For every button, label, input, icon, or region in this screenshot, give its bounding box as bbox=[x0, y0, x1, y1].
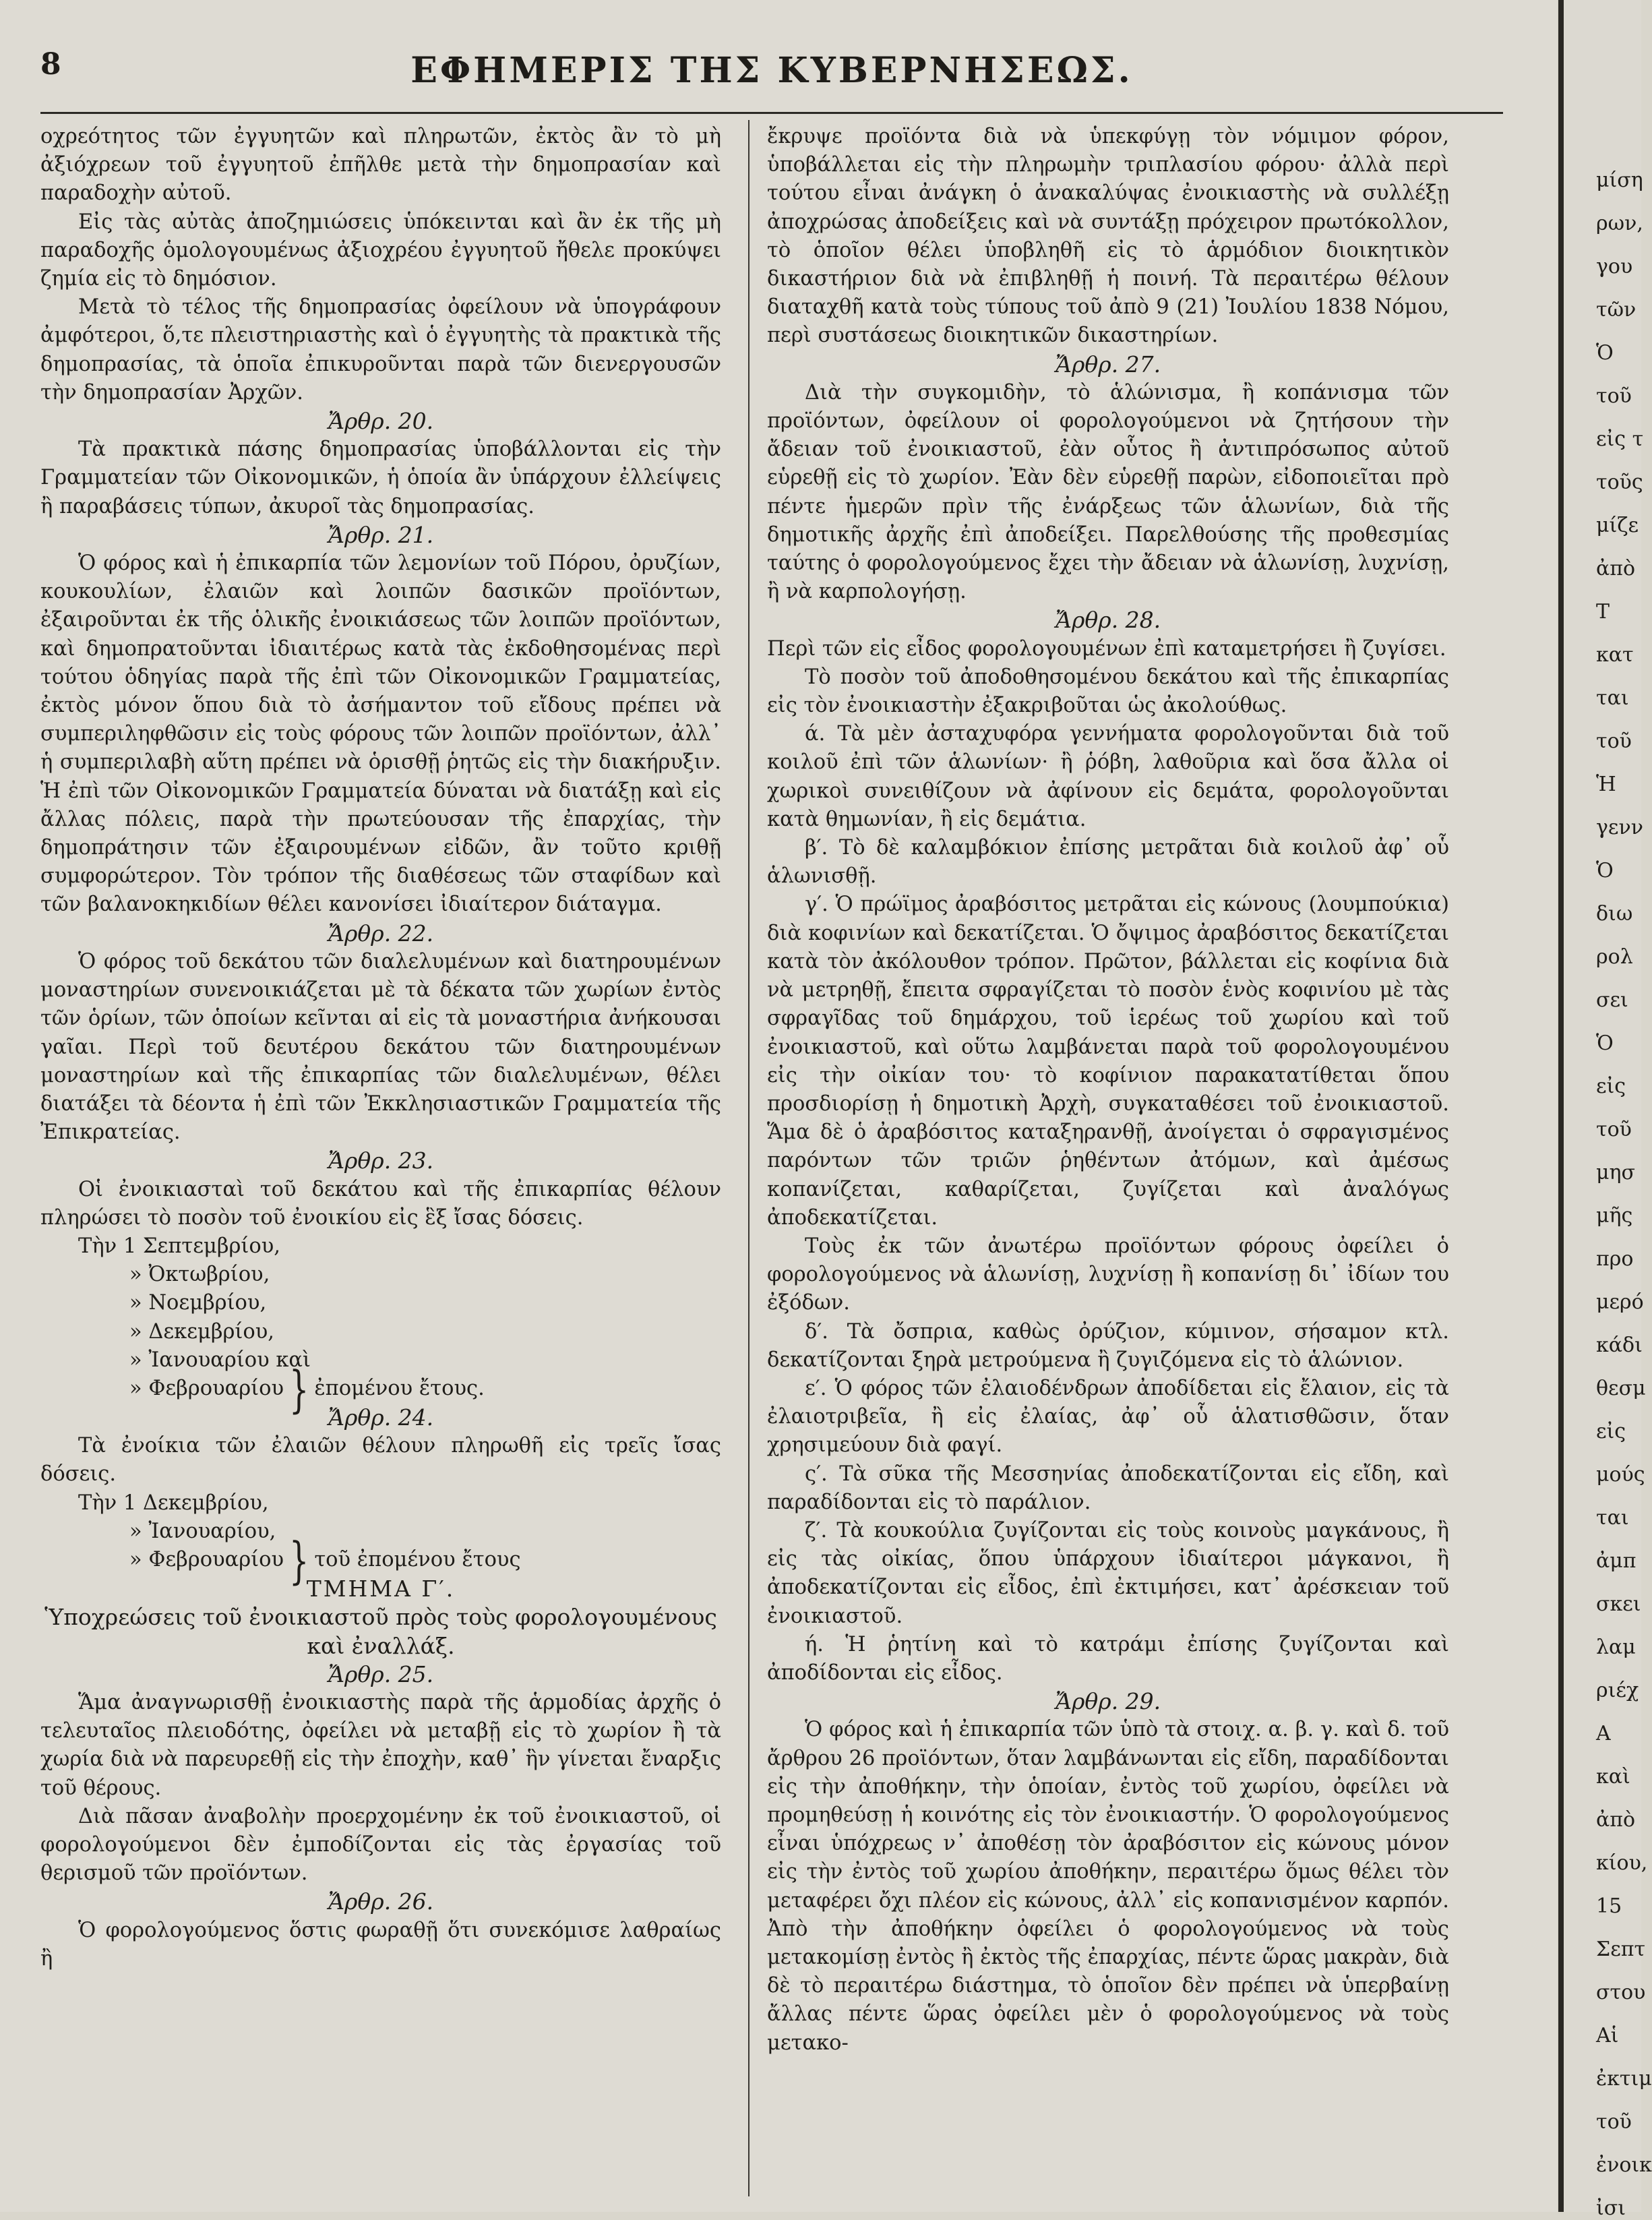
list-item-label: » Φεβρουαρίου bbox=[129, 1548, 284, 1572]
article-heading: Ἄρθρ. 22. bbox=[328, 920, 434, 947]
adjacent-page-fragment: Σεπτ bbox=[1596, 1938, 1646, 1961]
adjacent-page-fragment: σει bbox=[1596, 988, 1628, 1012]
list-item-suffix: τοῦ ἐπομένου ἔτους bbox=[314, 1548, 521, 1572]
adjacent-page-fragment: κίου, bbox=[1596, 1851, 1648, 1875]
paragraph: Ὁ φόρος τοῦ δεκάτου τῶν διαλελυμένων καὶ διατηρουμένων μοναστηρίων συνενοικιάζεται μὲ τὰ δέκατα τῶν χωρίων ἐντὸς τῶν ὁρίων, τῶν ὁποίων κεῖνται αἱ εἰς τὰ μοναστήρια ἀνήκουσαι γαῖαι. Περὶ τοῦ δευτέρου δεκάτου τῶν διατηρουμένων μοναστηρίων καὶ τῆς ἐπικαρπίας τῶν διαλελυμένων, θέλει διατάξει τὰ δέοντα ἡ ἐπὶ τῶν Ἐκκλησιαστικῶν Γραμματεία τῆς Ἐπικρατείας. bbox=[40, 949, 721, 1145]
brace: } bbox=[289, 1531, 309, 1590]
column-rule bbox=[748, 120, 749, 2196]
article-heading: Ἄρθρ. 28. bbox=[1055, 607, 1161, 634]
article-heading: Ἄρθρ. 29. bbox=[1055, 1688, 1161, 1715]
adjacent-page-fragment: εἰς τ bbox=[1596, 427, 1644, 451]
adjacent-page-fragment: Ὁ bbox=[1596, 341, 1614, 365]
paragraph: β′. Τὸ δὲ καλαμβόκιον ἐπίσης μετρᾶται διὰ κοιλοῦ ἀφ᾽ οὗ ἁλωνισθῇ. bbox=[767, 836, 1449, 889]
paragraph: Οἱ ἐνοικιασταὶ τοῦ δεκάτου καὶ τῆς ἐπικαρπίας θέλουν πληρώσει τὸ ποσὸν τοῦ ἐνοικίου εἰς ἓξ ἴσας δόσεις. bbox=[40, 1177, 721, 1230]
section-subtitle: Ὑποχρεώσεις τοῦ ἐνοικιαστοῦ πρὸς τοὺς φορολογουμένους καὶ ἐναλλάξ. bbox=[44, 1604, 717, 1659]
adjacent-page-fragment: ται bbox=[1596, 686, 1629, 710]
article-heading: Ἄρθρ. 20. bbox=[328, 408, 434, 435]
adjacent-page-fragment: γου bbox=[1596, 255, 1633, 278]
paragraph: ζ′. Τὰ κουκούλια ζυγίζονται εἰς τοὺς κοινοὺς μαγκάνους, ἢ εἰς τὰς οἰκίας, ὅπου ὑπάρχουν ἰδιαίτεροι μάγκανοι, ἢ ἀποδεκατίζονται εἰς εἶδος, ἐπὶ ἐκτιμήσει, κατ᾽ ἀρέσκειαν τοῦ ἐνοικιαστοῦ. bbox=[767, 1518, 1449, 1628]
adjacent-page-fragment: τοῦς bbox=[1596, 471, 1643, 494]
adjacent-page-fragment: εἰς bbox=[1596, 1420, 1626, 1443]
adjacent-page-fragment: τοῦ bbox=[1596, 1118, 1632, 1141]
adjacent-page-fragment: τοῦ bbox=[1596, 384, 1632, 408]
page-header bbox=[40, 40, 1503, 94]
adjacent-page-fragment: ρων, bbox=[1596, 212, 1643, 235]
adjacent-page-fragment: μούς bbox=[1596, 1463, 1645, 1487]
paragraph: Τὸ ποσὸν τοῦ ἀποδοθησομένου δεκάτου καὶ τῆς ἐπικαρπίας εἰς τὸν ἐνοικιαστὴν ἐξακριβοῦται ὡς ἀκολούθως. bbox=[767, 665, 1449, 718]
adjacent-page-fragment: ἀπὸ bbox=[1596, 557, 1636, 580]
list-item: Τὴν 1 Σεπτεμβρίου, bbox=[78, 1234, 280, 1258]
adjacent-page-fragment: γενν bbox=[1596, 816, 1643, 839]
list-item: » Ὀκτωβρίου, bbox=[129, 1263, 270, 1287]
list-item: Τὴν 1 Δεκεμβρίου, bbox=[78, 1491, 269, 1515]
paragraph: Ὁ φορολογούμενος ὅστις φωραθῇ ὅτι συνεκόμισε λαθραίως ἢ bbox=[40, 1918, 721, 1971]
adjacent-page-fragment: κατ bbox=[1596, 643, 1634, 667]
header-rule bbox=[40, 112, 1503, 114]
section-title: ΤΜΗΜΑ Γ′. bbox=[306, 1576, 456, 1602]
adjacent-page-fragment: μίζε bbox=[1596, 514, 1639, 537]
adjacent-page-fragment: τοῦ bbox=[1596, 729, 1632, 753]
adjacent-page-fragment: Αἱ bbox=[1596, 2024, 1619, 2047]
adjacent-page-fragment: θεσμ bbox=[1596, 1377, 1646, 1400]
adjacent-page-fragment: ἐκτιμ bbox=[1596, 2067, 1652, 2091]
adjacent-page-fragment: ἀμπ bbox=[1596, 1549, 1636, 1573]
adjacent-page-fragment: μησ bbox=[1596, 1161, 1635, 1184]
adjacent-page-fragment: στου bbox=[1596, 1981, 1646, 2004]
paragraph: Τὰ ἐνοίκια τῶν ἐλαιῶν θέλουν πληρωθῆ εἰς τρεῖς ἴσας δόσεις. bbox=[40, 1434, 721, 1487]
adjacent-page-fragment: ἐνοικ bbox=[1596, 2153, 1652, 2177]
adjacent-page-fragment: μερό bbox=[1596, 1290, 1644, 1314]
list-item: » Ἰανουαρίου καὶ bbox=[129, 1348, 311, 1372]
list-item-suffix: ἐπομένου ἔτους. bbox=[314, 1376, 485, 1400]
article-heading: Ἄρθρ. 26. bbox=[328, 1888, 434, 1915]
paragraph: ε′. Ὁ φόρος τῶν ἐλαιοδένδρων ἀποδίδεται εἰς ἔλαιον, εἰς τὰ ἐλαιοτριβεῖα, ἢ εἰς ἐλαίας, ἀφ᾽ οὗ ἁλατισθῶσιν, ὅταν χρησιμεύουν διὰ φαγί. bbox=[767, 1376, 1449, 1458]
adjacent-page-fragment: προ bbox=[1596, 1247, 1634, 1271]
paragraph: Διὰ πᾶσαν ἀναβολὴν προερχομένην ἐκ τοῦ ἐνοικιαστοῦ, οἱ φορολογούμενοι δὲν ἐμποδίζονται εἰς τὰς ἐργασίας τοῦ θερισμοῦ τῶν προϊόντων. bbox=[40, 1804, 721, 1886]
article-heading: Ἄρθρ. 27. bbox=[1055, 351, 1161, 378]
page-number: 8 bbox=[40, 47, 61, 82]
paragraph: Τοὺς ἐκ τῶν ἀνωτέρω προϊόντων φόρους ὀφείλει ὁ φορολογούμενος νὰ ἁλωνίσῃ, λυχνίσῃ ἢ κοπανίσῃ δι᾽ ἰδίων του ἐξόδων. bbox=[767, 1234, 1449, 1315]
paragraph: οχρεότητος τῶν ἐγγυητῶν καὶ πληρωτῶν, ἐκτὸς ἂν τὸ μὴ ἀξιόχρεων τοῦ ἐγγυητοῦ ἐπῆλθε μετὰ τὴν δημοπρασίαν καὶ παραδοχὴν αὐτοῦ. bbox=[40, 125, 721, 206]
list-item: » Δεκεμβρίου, bbox=[129, 1319, 274, 1344]
adjacent-page-fragment: Ὁ bbox=[1596, 1031, 1614, 1055]
adjacent-page-fragment: μῆς bbox=[1596, 1204, 1633, 1228]
paragraph: ή. Ἡ ῥητίνη καὶ τὸ κατράμι ἐπίσης ζυγίζονται καὶ ἀποδίδονται εἰς εἶδος. bbox=[767, 1632, 1449, 1685]
adjacent-page-fragment: ἀπὸ bbox=[1596, 1808, 1636, 1832]
brace: } bbox=[289, 1360, 309, 1418]
article-heading: Ἄρθρ. 24. bbox=[328, 1404, 434, 1431]
article-heading: Ἄρθρ. 25. bbox=[328, 1660, 434, 1687]
list-item: » Ἰανουαρίου, bbox=[129, 1519, 276, 1543]
paragraph: ς′. Τὰ σῦκα τῆς Μεσσηνίας ἀποδεκατίζονται εἰς εἴδη, καὶ παραδίδονται εἰς τὸ παράλιον. bbox=[767, 1462, 1449, 1514]
adjacent-page-edge bbox=[1564, 0, 1652, 2220]
paragraph: ά. Τὰ μὲν ἀσταχυφόρα γεννήματα φορολογοῦνται διὰ τοῦ κοιλοῦ ἐπὶ τῶν ἁλωνίων· ἢ ῥόβη, λαθοῦρια καὶ ὅσα ἄλλα οἱ χωρικοὶ συνειθίζουν νὰ ἀφίνουν εἰς δεμάτα, φορολογοῦνται κατὰ θημωνίαν, ἢ εἰς δεμάτια. bbox=[767, 722, 1449, 831]
adjacent-page-fragment: 15 bbox=[1596, 1894, 1622, 1918]
paragraph: Ὁ φόρος καὶ ἡ ἐπικαρπία τῶν ὑπὸ τὰ στοιχ. α. β. γ. καὶ δ. τοῦ ἄρθρου 26 προϊόντων, ὅταν λαμβάνωνται εἰς εἴδη, παραδίδονται εἰς τὴν ἀποθήκην, τὴν ὁποίαν, ἐντὸς τοῦ χωρίου, ὀφείλει νὰ προμηθεύσῃ ἡ κοινότης εἰς τὸν ἐνοικιαστήν. Ὁ φορολογούμενος εἶναι ὑπόχρεως ν᾽ ἀποθέσῃ τὸν ἀραβόσιτον εἰς κώνους μόνον εἰς τὴν ἐντὸς τοῦ χωρίου ἀποθήκην, περαιτέρω ὅμως θέλει τὸν μεταφέρει ὄχι πλέον εἰς κώνους, ἀλλ᾽ εἰς κοπανισμένον καρπόν. Ἀπὸ τὴν ἀποθήκην ὀφείλει ὁ φορολογούμενος νὰ τοὺς μετακομίσῃ ἐντὸς ἢ ἐκτὸς τῆς ἐπαρχίας, πέντε ὥρας μακρὰν, διὰ δὲ τὸ περαιτέρω διάστημα, τὸ ὁποῖον δὲν πρέπει νὰ ὑπερβαίνῃ ἄλλας πέντε ὥρας ὀφείλει μὲν ὁ φορολογούμενος νὰ τοὺς μετακο- bbox=[767, 1718, 1449, 2055]
paragraph: δ′. Τὰ ὄσπρια, καθὼς ὀρύζιον, κύμινον, σήσαμον κτλ. δεκατίζονται ξηρὰ μετρούμενα ἢ ζυγιζόμενα εἰς τὸ ἁλώνιον. bbox=[767, 1319, 1449, 1372]
adjacent-page-fragment: εἰς bbox=[1596, 1075, 1626, 1098]
adjacent-page-fragment: Ἡ bbox=[1596, 773, 1616, 796]
paragraph: Περὶ τῶν εἰς εἶδος φορολογουμένων ἐπὶ καταμετρήσει ἢ ζυγίσει. bbox=[767, 636, 1446, 661]
adjacent-page-fragment: κάδι bbox=[1596, 1333, 1643, 1357]
paragraph: Τὰ πρακτικὰ πάσης δημοπρασίας ὑποβάλλονται εἰς τὴν Γραμματείαν τῶν Οἰκονομικῶν, ἡ ὁποία ἂν ὑπάρχουν ἐλλείψεις ἢ παραβάσεις τύπων, ἀκυροῖ τὰς δημοπρασίας. bbox=[40, 438, 721, 518]
adjacent-page-fragment: ἰσι bbox=[1596, 2196, 1626, 2220]
list-item-label: » Φεβρουαρίου bbox=[129, 1376, 284, 1400]
adjacent-page-fragment: καὶ bbox=[1596, 1765, 1630, 1789]
adjacent-page-fragment: Α bbox=[1596, 1722, 1611, 1745]
paragraph: γ′. Ὁ πρώϊμος ἀραβόσιτος μετρᾶται εἰς κώνους (λουμπούκια) διὰ κοφινίων καὶ δεκατίζεται. Ὁ ὄψιμος ἀραβόσιτος δεκατίζεται κατὰ τὸν ἀκόλουθον τρόπον. Πρῶτον, βάλλεται εἰς κοφίνια διὰ νὰ μετρηθῇ, ἔπειτα σφραγίζεται τὸ ποσὸν ἑνὸς κοφινίου μὲ τὰς σφραγῖδας τοῦ δημάρχου, τοῦ ἱερέως τοῦ χωρίου καὶ τοῦ ἐνοικιαστοῦ, καὶ οὕτω λαμβάνεται παρὰ τοῦ φορολογουμένου εἰς τὴν οἰκίαν του· τὸ κοφίνιον παρακατατίθεται ὅπου προσδιορίσῃ ἡ δημοτικὴ Ἀρχὴ, συγκαταθέσει τοῦ ἐνοικιαστοῦ. Ἅμα δὲ ὁ ἀραβόσιτος καταξηρανθῇ, ἀνοίγεται ὁ σφραγισμένος παρόντων τῶν τριῶν ῥηθέντων ἀτόμων, καὶ ἀμέσως κοπανίζεται, καθαρίζεται, ζυγίζεται καὶ ἀναλόγως ἀποδεκατίζεται. bbox=[767, 893, 1449, 1230]
list-item: » Νοεμβρίου, bbox=[129, 1291, 267, 1315]
page-gutter bbox=[1558, 0, 1564, 2212]
adjacent-page-fragment: λαμ bbox=[1596, 1636, 1636, 1659]
article-heading: Ἄρθρ. 21. bbox=[328, 521, 434, 548]
paragraph: Διὰ τὴν συγκομιδὴν, τὸ ἁλώνισμα, ἢ κοπάνισμα τῶν προϊόντων, ὀφείλουν οἱ φορολογούμενοι νὰ ζητήσουν τὴν ἄδειαν τοῦ ἐνοικιαστοῦ, ἐὰν οὗτος ἢ ἀντιπρόσωπος αὐτοῦ εὑρεθῇ εἰς τὸ χωρίον. Ἐὰν δὲν εὑρεθῇ παρὼν, εἰδοποιεῖται πρὸ πέντε ἡμερῶν πρὶν τῆς ἐνάρξεως τῶν ἁλωνίων, διὰ τῆς δημοτικῆς ἀρχῆς ἐπὶ ἀποδείξει. Παρελθούσης τῆς προθεσμίας ταύτης ὁ φορολογούμενος ἔχει τὴν ἄδειαν νὰ ἁλωνίσῃ, λυχνίσῃ, ἢ νὰ καρπολογήσῃ. bbox=[767, 380, 1449, 604]
paragraph: Εἰς τὰς αὐτὰς ἀποζημιώσεις ὑπόκεινται καὶ ἂν ἐκ τῆς μὴ παραδοχῆς ὁμολογουμένως ἀξιοχρέου ἐγγυητοῦ ἤθελε προκύψει ζημία εἰς τὸ δημόσιον. bbox=[40, 210, 721, 291]
adjacent-page-fragment: μίση bbox=[1596, 169, 1643, 192]
right-column bbox=[767, 123, 1449, 2058]
paragraph: Μετὰ τὸ τέλος τῆς δημοπρασίας ὀφείλουν νὰ ὑπογράφουν ἀμφότεροι, ὅ,τε πλειστηριαστὴς καὶ ὁ ἐγγυητὴς τὰ πρακτικὰ τῆς δημοπρασίας, τὰ ὁποῖα ἐπικυροῦνται παρὰ τῶν διενεργουσῶν τὴν δημοπρασίαν Ἀρχῶν. bbox=[40, 295, 721, 404]
paragraph: Ἅμα ἀναγνωρισθῇ ἐνοικιαστὴς παρὰ τῆς ἁρμοδίας ἀρχῆς ὁ τελευταῖος πλειοδότης, ὀφείλει νὰ μεταβῇ εἰς τὸ χωρίον ἢ τὰ χωρία διὰ νὰ παρευρεθῇ εἰς τὴν ἐποχὴν, καθ᾽ ἣν γίνεται ἔναρξις τοῦ θέρους. bbox=[40, 1690, 721, 1800]
article-heading: Ἄρθρ. 23. bbox=[328, 1147, 434, 1174]
adjacent-page-fragment: σκει bbox=[1596, 1592, 1641, 1616]
adjacent-page-fragment: ρολ bbox=[1596, 945, 1633, 969]
masthead: ΕΦΗΜΕΡΙΣ ΤΗΣ ΚΥΒΕΡΝΗΣΕΩΣ. bbox=[410, 50, 1133, 91]
adjacent-page-fragment: διω bbox=[1596, 902, 1633, 926]
adjacent-page-fragment: τοῦ bbox=[1596, 2110, 1632, 2134]
left-column bbox=[40, 123, 721, 1973]
paragraph: ἔκρυψε προϊόντα διὰ νὰ ὑπεκφύγῃ τὸν νόμιμον φόρον, ὑποβάλλεται εἰς τὴν πληρωμὴν τριπλασίου φόρου· ἀλλὰ περὶ τούτου εἶναι ἀνάγκη ὁ ἀνακαλύψας ἐνοικιαστὴς νὰ συλλέξῃ ἀποχρώσας ἀποδείξεις καὶ νὰ συντάξῃ πρόχειρον πρωτόκολλον, τὸ ὁποῖον θέλει ὑποβληθῆ εἰς τὸ ἁρμόδιον διοικητικὸν δικαστήριον διὰ νὰ ἐπιβληθῇ ἡ ποινή. Τὰ περαιτέρω θέλουν διαταχθῆ κατὰ τοὺς τύπους τοῦ ἀπὸ 9 (21) Ἰουλίου 1838 Νόμου, περὶ συστάσεως διοικητικῶν δικαστηρίων. bbox=[767, 125, 1449, 348]
adjacent-page-fragment: τῶν bbox=[1596, 298, 1636, 322]
adjacent-page-fragment: Ὁ bbox=[1596, 859, 1614, 882]
paragraph: Ὁ φόρος καὶ ἡ ἐπικαρπία τῶν λεμονίων τοῦ Πόρου, ὀρυζίων, κουκουλίων, ἐλαιῶν καὶ λοιπῶν δασικῶν προϊόντων, ἐξαιροῦνται ἐκ τῆς ὁλικῆς ἐνοικιάσεως τῶν λοιπῶν προϊόντων, καὶ δημοπρατοῦνται ἰδιαιτέρως κατὰ τὰς ἐκδοθησομένας περὶ τούτου ὁδηγίας παρὰ τῆς ἐπὶ τῶν Οἰκονομικῶν Γραμματείας, ἐκτὸς μόνον ὅπου διὰ τὸ ἀσήμαντον τοῦ εἴδους πρέπει νὰ συμπεριληφθῶσιν εἰς τοὺς φόρους τῶν λοιπῶν προϊόντων, ἀλλ᾽ ἡ συμπεριλαβὴ αὕτη πρέπει νὰ ὁρισθῇ ῥητῶς εἰς τὴν διακήρυξιν. Ἡ ἐπὶ τῶν Οἰκονομικῶν Γραμματεία δύναται νὰ διατάξῃ καὶ εἰς ἄλλας πόλεις, παρὰ τὴν πρωτεύουσαν τῆς ἐπαρχίας, τὴν δημοπράτησιν τῶν ἐξαιρουμένων εἰδῶν, ἂν τοῦτο κριθῇ συμφορώτερον. Τὸν τρόπον τῆς διαθέσεως τῶν σταφίδων καὶ τῶν βαλανοκηκιδίων θέλει κανονίσει ἰδιαίτερον διάταγμα. bbox=[40, 551, 721, 917]
adjacent-page-fragment: ται bbox=[1596, 1506, 1629, 1530]
adjacent-page-fragment: ριέχ bbox=[1596, 1679, 1639, 1702]
adjacent-page-fragment: Τ bbox=[1596, 600, 1610, 624]
